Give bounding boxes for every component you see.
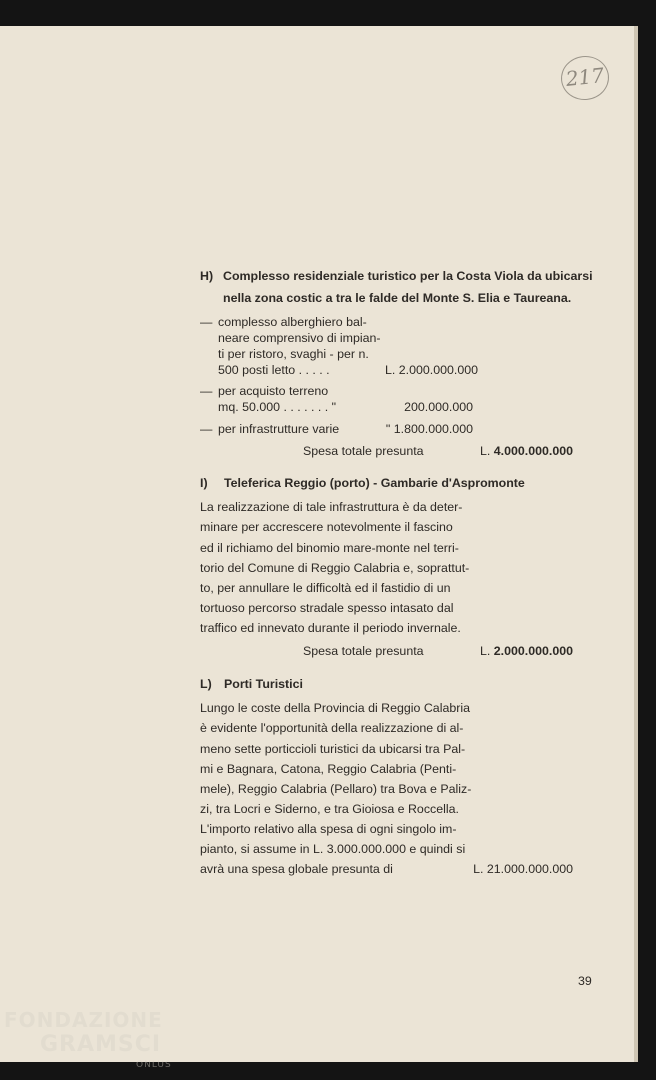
watermark-line2: GRAMSCI	[40, 1032, 162, 1057]
section-i-paragraph-line: traffico ed innevato durante il periodo invernale.	[200, 621, 461, 635]
section-l-paragraph-line: mi e Bagnara, Catona, Reggio Calabria (Penti-	[200, 762, 457, 776]
section-l-paragraph-line: mele), Reggio Calabria (Pellaro) tra Bova e Paliz-	[200, 782, 472, 796]
section-i-total-currency: L.	[480, 644, 491, 658]
section-l-heading: Porti Turistici	[224, 677, 303, 691]
section-i-total-label: Spesa totale presunta	[303, 644, 424, 658]
item2-dash: —	[200, 384, 213, 398]
item1-line: ti per ristoro, svaghi - per n.	[218, 347, 369, 361]
page-edge	[634, 26, 638, 1062]
section-l-label: L)	[200, 677, 212, 691]
section-i-paragraph-line: La realizzazione di tale infrastruttura è da deter-	[200, 500, 463, 514]
section-l-paragraph-line: pianto, si assume in L. 3.000.000.000 e quindi si	[200, 842, 466, 856]
section-l-paragraph-line: zi, tra Locri e Siderno, e tra Gioiosa e Roccella.	[200, 802, 459, 816]
section-h-total-value: 4.000.000.000	[493, 444, 573, 458]
section-l-paragraph-line: è evidente l'opportunità della realizzazione di al-	[200, 721, 464, 735]
section-l-paragraph-line: L'importo relativo alla spesa di ogni singolo im-	[200, 822, 457, 836]
section-i-label: I)	[200, 476, 208, 490]
section-h-heading-line2: nella zona costic a tra le falde del Monte S. Elia e Taureana.	[223, 291, 572, 305]
section-i-paragraph-line: torio del Comune di Reggio Calabria e, soprattut-	[200, 561, 470, 575]
section-h-total-currency: L.	[480, 444, 491, 458]
page-number: 39	[578, 974, 592, 988]
section-h-heading-line1: Complesso residenziale turistico per la Costa Viola da ubicarsi	[223, 269, 593, 283]
section-h-label: H)	[200, 269, 214, 283]
watermark-line1: FONDAZIONE	[4, 1008, 163, 1032]
section-i-paragraph-line: minare per accrescere notevolmente il fascino	[200, 520, 453, 534]
item1-dash: —	[200, 315, 213, 329]
item3-amount: " 1.800.000.000	[385, 422, 473, 436]
archive-stamp: 217	[559, 54, 611, 103]
item1-line: neare comprensivo di impian-	[218, 331, 381, 345]
item2-line: per acquisto terreno	[218, 384, 329, 398]
watermark-line3: ONLUS	[136, 1060, 172, 1070]
item1-amount: L. 2.000.000.000	[385, 363, 479, 377]
section-l-total-value: L. 21.000.000.000	[473, 862, 573, 876]
section-l-paragraph-line: meno sette porticcioli turistici da ubicarsi tra Pal-	[200, 742, 466, 756]
section-h-total-label: Spesa totale presunta	[303, 444, 424, 458]
section-l-paragraph-line: Lungo le coste della Provincia di Reggio Calabria	[200, 701, 471, 715]
item1-line: 500 posti letto . . . . .	[218, 363, 330, 377]
watermark-logo	[4, 1008, 172, 1070]
item1-line: complesso alberghiero bal-	[218, 315, 367, 329]
section-i-paragraph-line: ed il richiamo del binomio mare-monte nel terri-	[200, 541, 459, 555]
section-i-paragraph-line: tortuoso percorso stradale spesso intasato dal	[200, 601, 454, 615]
item2-line: mq. 50.000 . . . . . . . "	[218, 400, 337, 414]
section-l-paragraph-line: avrà una spesa globale presunta di	[200, 862, 393, 876]
item2-amount: 200.000.000	[404, 400, 473, 414]
section-i-heading: Teleferica Reggio (porto) - Gambarie d'Aspromonte	[224, 476, 525, 490]
item3-dash: —	[200, 422, 213, 436]
section-i-paragraph-line: to, per annullare le difficoltà ed il fastidio di un	[200, 581, 451, 595]
section-i-total-value: 2.000.000.000	[493, 644, 573, 658]
item3-text: per infrastrutture varie	[218, 422, 340, 436]
